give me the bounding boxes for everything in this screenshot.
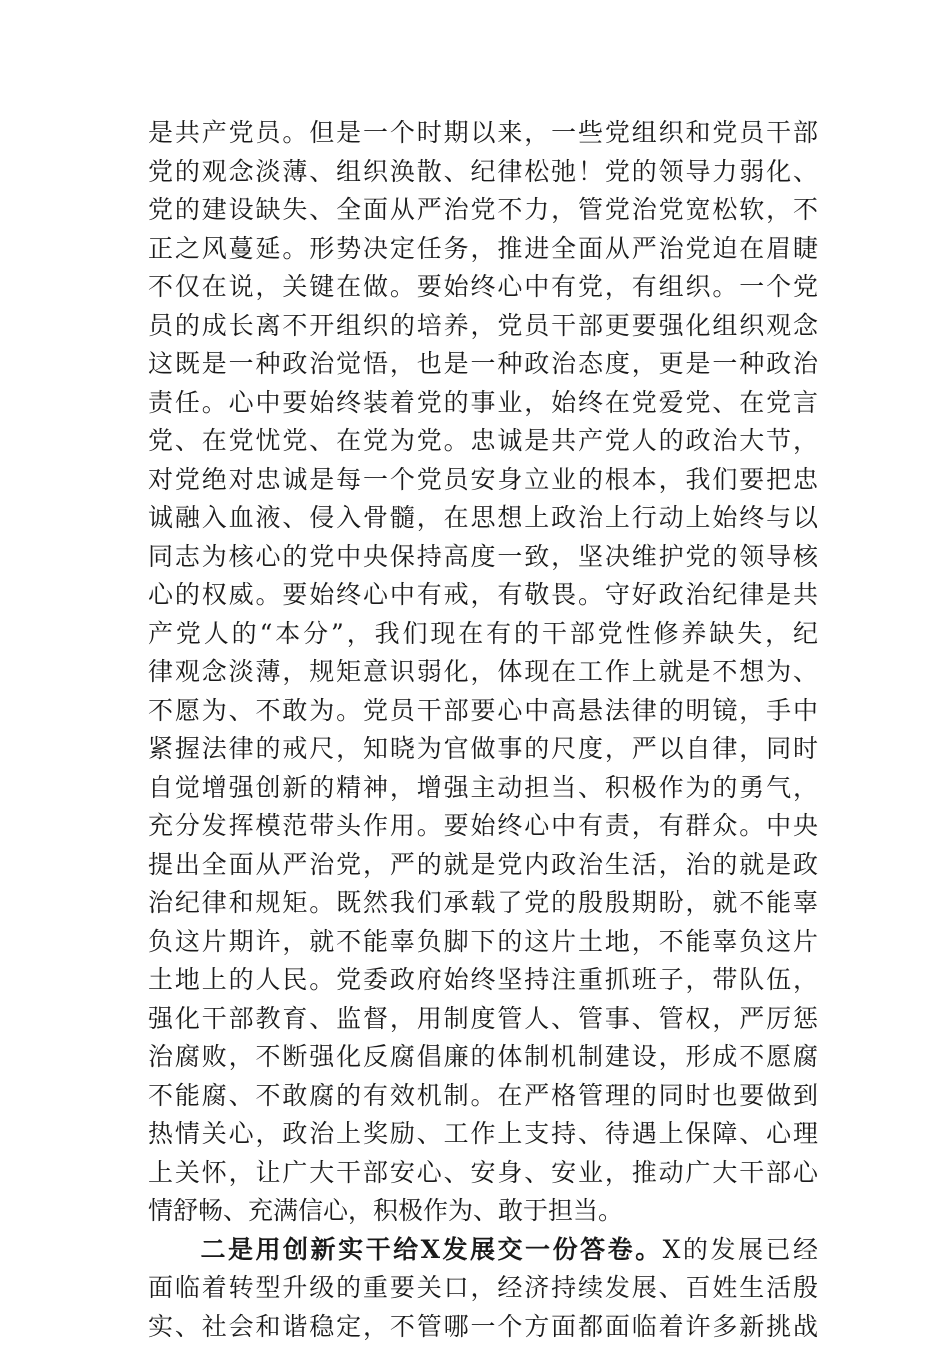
text-line: 情舒畅、充满信心，积极作为、敢于担当。 [148, 1192, 818, 1231]
text-line: 治腐败，不断强化反腐倡廉的体制机制建设，形成不愿腐 [148, 1038, 818, 1077]
text-line: 强化干部教育、监督，用制度管人、管事、管权，严厉惩 [148, 1000, 818, 1039]
text-line: 产党人的“本分”，我们现在有的干部党性修养缺失，纪 [148, 615, 818, 654]
text-line: 面临着转型升级的重要关口，经济持续发展、百姓生活殷 [148, 1269, 818, 1308]
paragraph-heading: 二是用创新实干给X发展交一份答卷。 [198, 1235, 663, 1264]
text-line: 治纪律和规矩。既然我们承载了党的殷殷期盼，就不能辜 [148, 884, 818, 923]
body-text [148, 114, 818, 1346]
text-line: 诚融入血液、侵入骨髓，在思想上政治上行动上始终与以 [148, 499, 818, 538]
text-line: 党的建设缺失、全面从严治党不力，管党治党宽松软，不 [148, 191, 818, 230]
text-line: 党的观念淡薄、组织涣散、纪律松弛！党的领导力弱化、 [148, 153, 818, 192]
text-line: 土地上的人民。党委政府始终坚持注重抓班子，带队伍， [148, 961, 818, 1000]
text-line: 实、社会和谐稳定，不管哪一个方面都面临着许多新挑战 [148, 1308, 818, 1346]
text-line: 提出全面从严治党，严的就是党内政治生活，治的就是政 [148, 846, 818, 885]
text-line: 是共产党员。但是一个时期以来，一些党组织和党员干部 [148, 114, 818, 153]
text-line: 不能腐、不敢腐的有效机制。在严格管理的同时也要做到 [148, 1077, 818, 1116]
paragraph-first-line [148, 1231, 818, 1270]
text-line: 员的成长离不开组织的培养，党员干部更要强化组织观念 [148, 307, 818, 346]
text-line: 党、在党忧党、在党为党。忠诚是共产党人的政治大节， [148, 422, 818, 461]
text-line: 责任。心中要始终装着党的事业，始终在党爱党、在党言 [148, 384, 818, 423]
text-line: 正之风蔓延。形势决定任务，推进全面从严治党迫在眉睫 [148, 230, 818, 269]
text-line: 热情关心，政治上奖励、工作上支持、待遇上保障、心理 [148, 1115, 818, 1154]
paragraph-text: X的发展已经 [663, 1235, 818, 1264]
text-line: 律观念淡薄，规矩意识弱化，体现在工作上就是不想为、 [148, 653, 818, 692]
text-line: 不仅在说，关键在做。要始终心中有党，有组织。一个党 [148, 268, 818, 307]
text-line: 同志为核心的党中央保持高度一致，坚决维护党的领导核 [148, 538, 818, 577]
text-line: 上关怀，让广大干部安心、安身、安业，推动广大干部心 [148, 1154, 818, 1193]
text-line: 负这片期许，就不能辜负脚下的这片土地，不能辜负这片 [148, 923, 818, 962]
text-line: 充分发挥模范带头作用。要始终心中有责，有群众。中央 [148, 807, 818, 846]
text-line: 紧握法律的戒尺，知晓为官做事的尺度，严以自律，同时 [148, 730, 818, 769]
text-line: 心的权威。要始终心中有戒，有敬畏。守好政治纪律是共 [148, 576, 818, 615]
text-line: 这既是一种政治觉悟，也是一种政治态度，更是一种政治 [148, 345, 818, 384]
text-line: 不愿为、不敢为。党员干部要心中高悬法律的明镜，手中 [148, 692, 818, 731]
text-line: 对党绝对忠诚是每一个党员安身立业的根本，我们要把忠 [148, 461, 818, 500]
text-line: 自觉增强创新的精神，增强主动担当、积极作为的勇气， [148, 769, 818, 808]
